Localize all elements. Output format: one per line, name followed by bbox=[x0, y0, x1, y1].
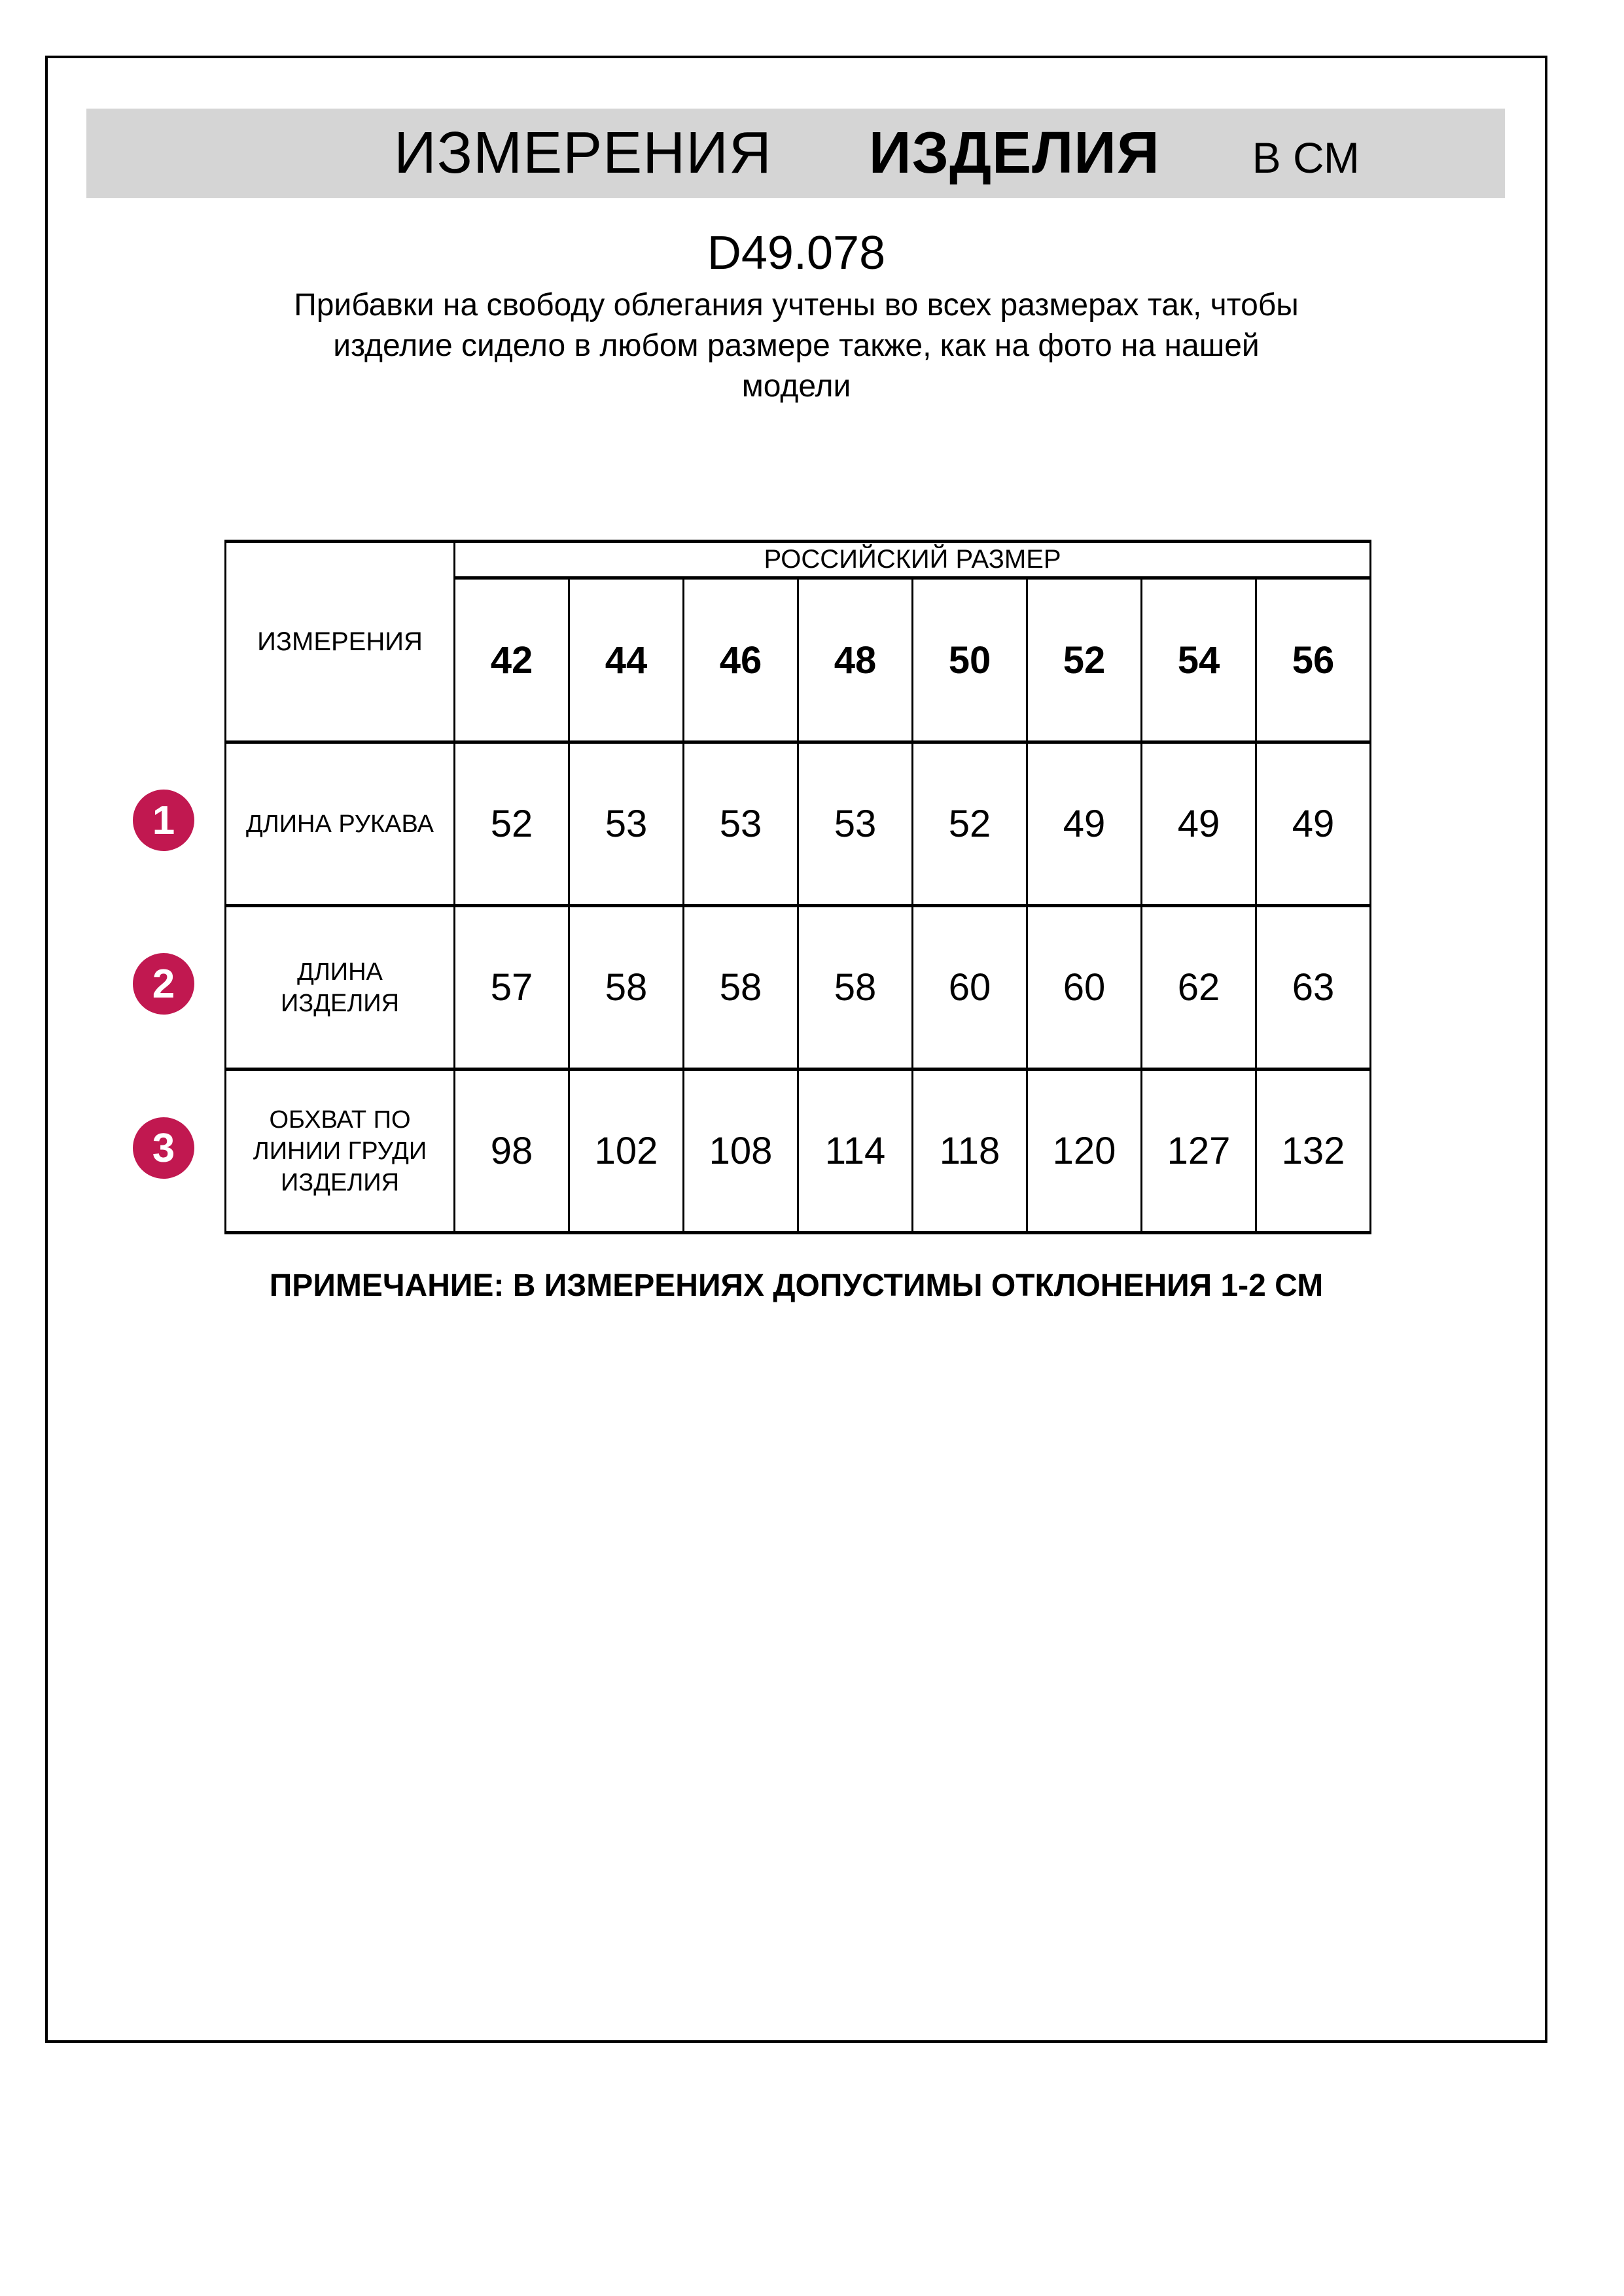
intro-paragraph bbox=[45, 285, 1547, 407]
value-cell: 53 bbox=[684, 742, 798, 906]
title-measurements: ИЗМЕРЕНИЯ bbox=[394, 120, 772, 186]
value-cell: 118 bbox=[913, 1070, 1027, 1233]
title-line bbox=[394, 109, 1360, 190]
value-cell: 58 bbox=[798, 906, 913, 1070]
size-cell: 52 bbox=[1027, 578, 1142, 742]
value-cell: 49 bbox=[1256, 742, 1371, 906]
size-cell: 48 bbox=[798, 578, 913, 742]
row-marker-3-badge: 3 bbox=[133, 1117, 194, 1179]
size-cell: 42 bbox=[455, 578, 569, 742]
value-cell: 52 bbox=[913, 742, 1027, 906]
value-cell: 98 bbox=[455, 1070, 569, 1233]
size-cell: 50 bbox=[913, 578, 1027, 742]
intro-line-3: модели bbox=[741, 369, 851, 404]
table-row-size-group bbox=[226, 542, 1371, 578]
tolerance-note: ПРИМЕЧАНИЕ: В ИЗМЕРЕНИЯХ ДОПУСТИМЫ ОТКЛОНЕНИЯ 1-2 СМ bbox=[269, 1268, 1324, 1303]
measurements-header-cell: ИЗМЕРЕНИЯ bbox=[226, 542, 455, 742]
row-label-sleeve-length bbox=[226, 742, 455, 906]
row-label-line: ОБХВАТ ПО bbox=[269, 1105, 411, 1134]
row-label-line: ДЛИНА bbox=[297, 958, 383, 986]
size-cell: 46 bbox=[684, 578, 798, 742]
value-cell: 49 bbox=[1027, 742, 1142, 906]
value-cell: 63 bbox=[1256, 906, 1371, 1070]
table-row-item-length bbox=[226, 906, 1371, 1070]
value-cell: 120 bbox=[1027, 1070, 1142, 1233]
size-cell: 54 bbox=[1142, 578, 1256, 742]
title-units: В СМ bbox=[1252, 133, 1360, 182]
value-cell: 127 bbox=[1142, 1070, 1256, 1233]
table-row-chest-girth bbox=[226, 1070, 1371, 1233]
value-cell: 62 bbox=[1142, 906, 1256, 1070]
value-cell: 53 bbox=[569, 742, 684, 906]
intro-line-1: Прибавки на свободу облегания учтены во всех размерах так, чтобы bbox=[294, 288, 1299, 322]
value-cell: 52 bbox=[455, 742, 569, 906]
value-cell: 53 bbox=[798, 742, 913, 906]
value-cell: 132 bbox=[1256, 1070, 1371, 1233]
row-label-line: ИЗДЕЛИЯ bbox=[280, 1168, 400, 1196]
row-label-item-length bbox=[226, 906, 455, 1070]
size-cell: 56 bbox=[1256, 578, 1371, 742]
value-cell: 60 bbox=[1027, 906, 1142, 1070]
row-marker-1-badge: 1 bbox=[133, 790, 194, 851]
title-product: ИЗДЕЛИЯ bbox=[868, 120, 1160, 186]
row-marker-2-badge: 2 bbox=[133, 953, 194, 1015]
size-cell: 44 bbox=[569, 578, 684, 742]
intro-line-2: изделие сидело в любом размере также, как на фото на нашей bbox=[333, 328, 1260, 363]
value-cell: 57 bbox=[455, 906, 569, 1070]
title-band bbox=[86, 109, 1505, 198]
row-label-chest-girth bbox=[226, 1070, 455, 1233]
measurements-table bbox=[224, 540, 1371, 1234]
value-cell: 49 bbox=[1142, 742, 1256, 906]
value-cell: 108 bbox=[684, 1070, 798, 1233]
row-label-line: ДЛИНА РУКАВА bbox=[246, 810, 434, 838]
value-cell: 58 bbox=[569, 906, 684, 1070]
row-label-line: ЛИНИИ ГРУДИ bbox=[253, 1137, 427, 1165]
row-label-line: ИЗДЕЛИЯ bbox=[280, 989, 400, 1017]
model-code: D49.078 bbox=[707, 227, 886, 279]
value-cell: 114 bbox=[798, 1070, 913, 1233]
size-group-header-cell: РОССИЙСКИЙ РАЗМЕР bbox=[455, 542, 1371, 578]
table-row-sleeve-length bbox=[226, 742, 1371, 906]
value-cell: 58 bbox=[684, 906, 798, 1070]
value-cell: 60 bbox=[913, 906, 1027, 1070]
value-cell: 102 bbox=[569, 1070, 684, 1233]
